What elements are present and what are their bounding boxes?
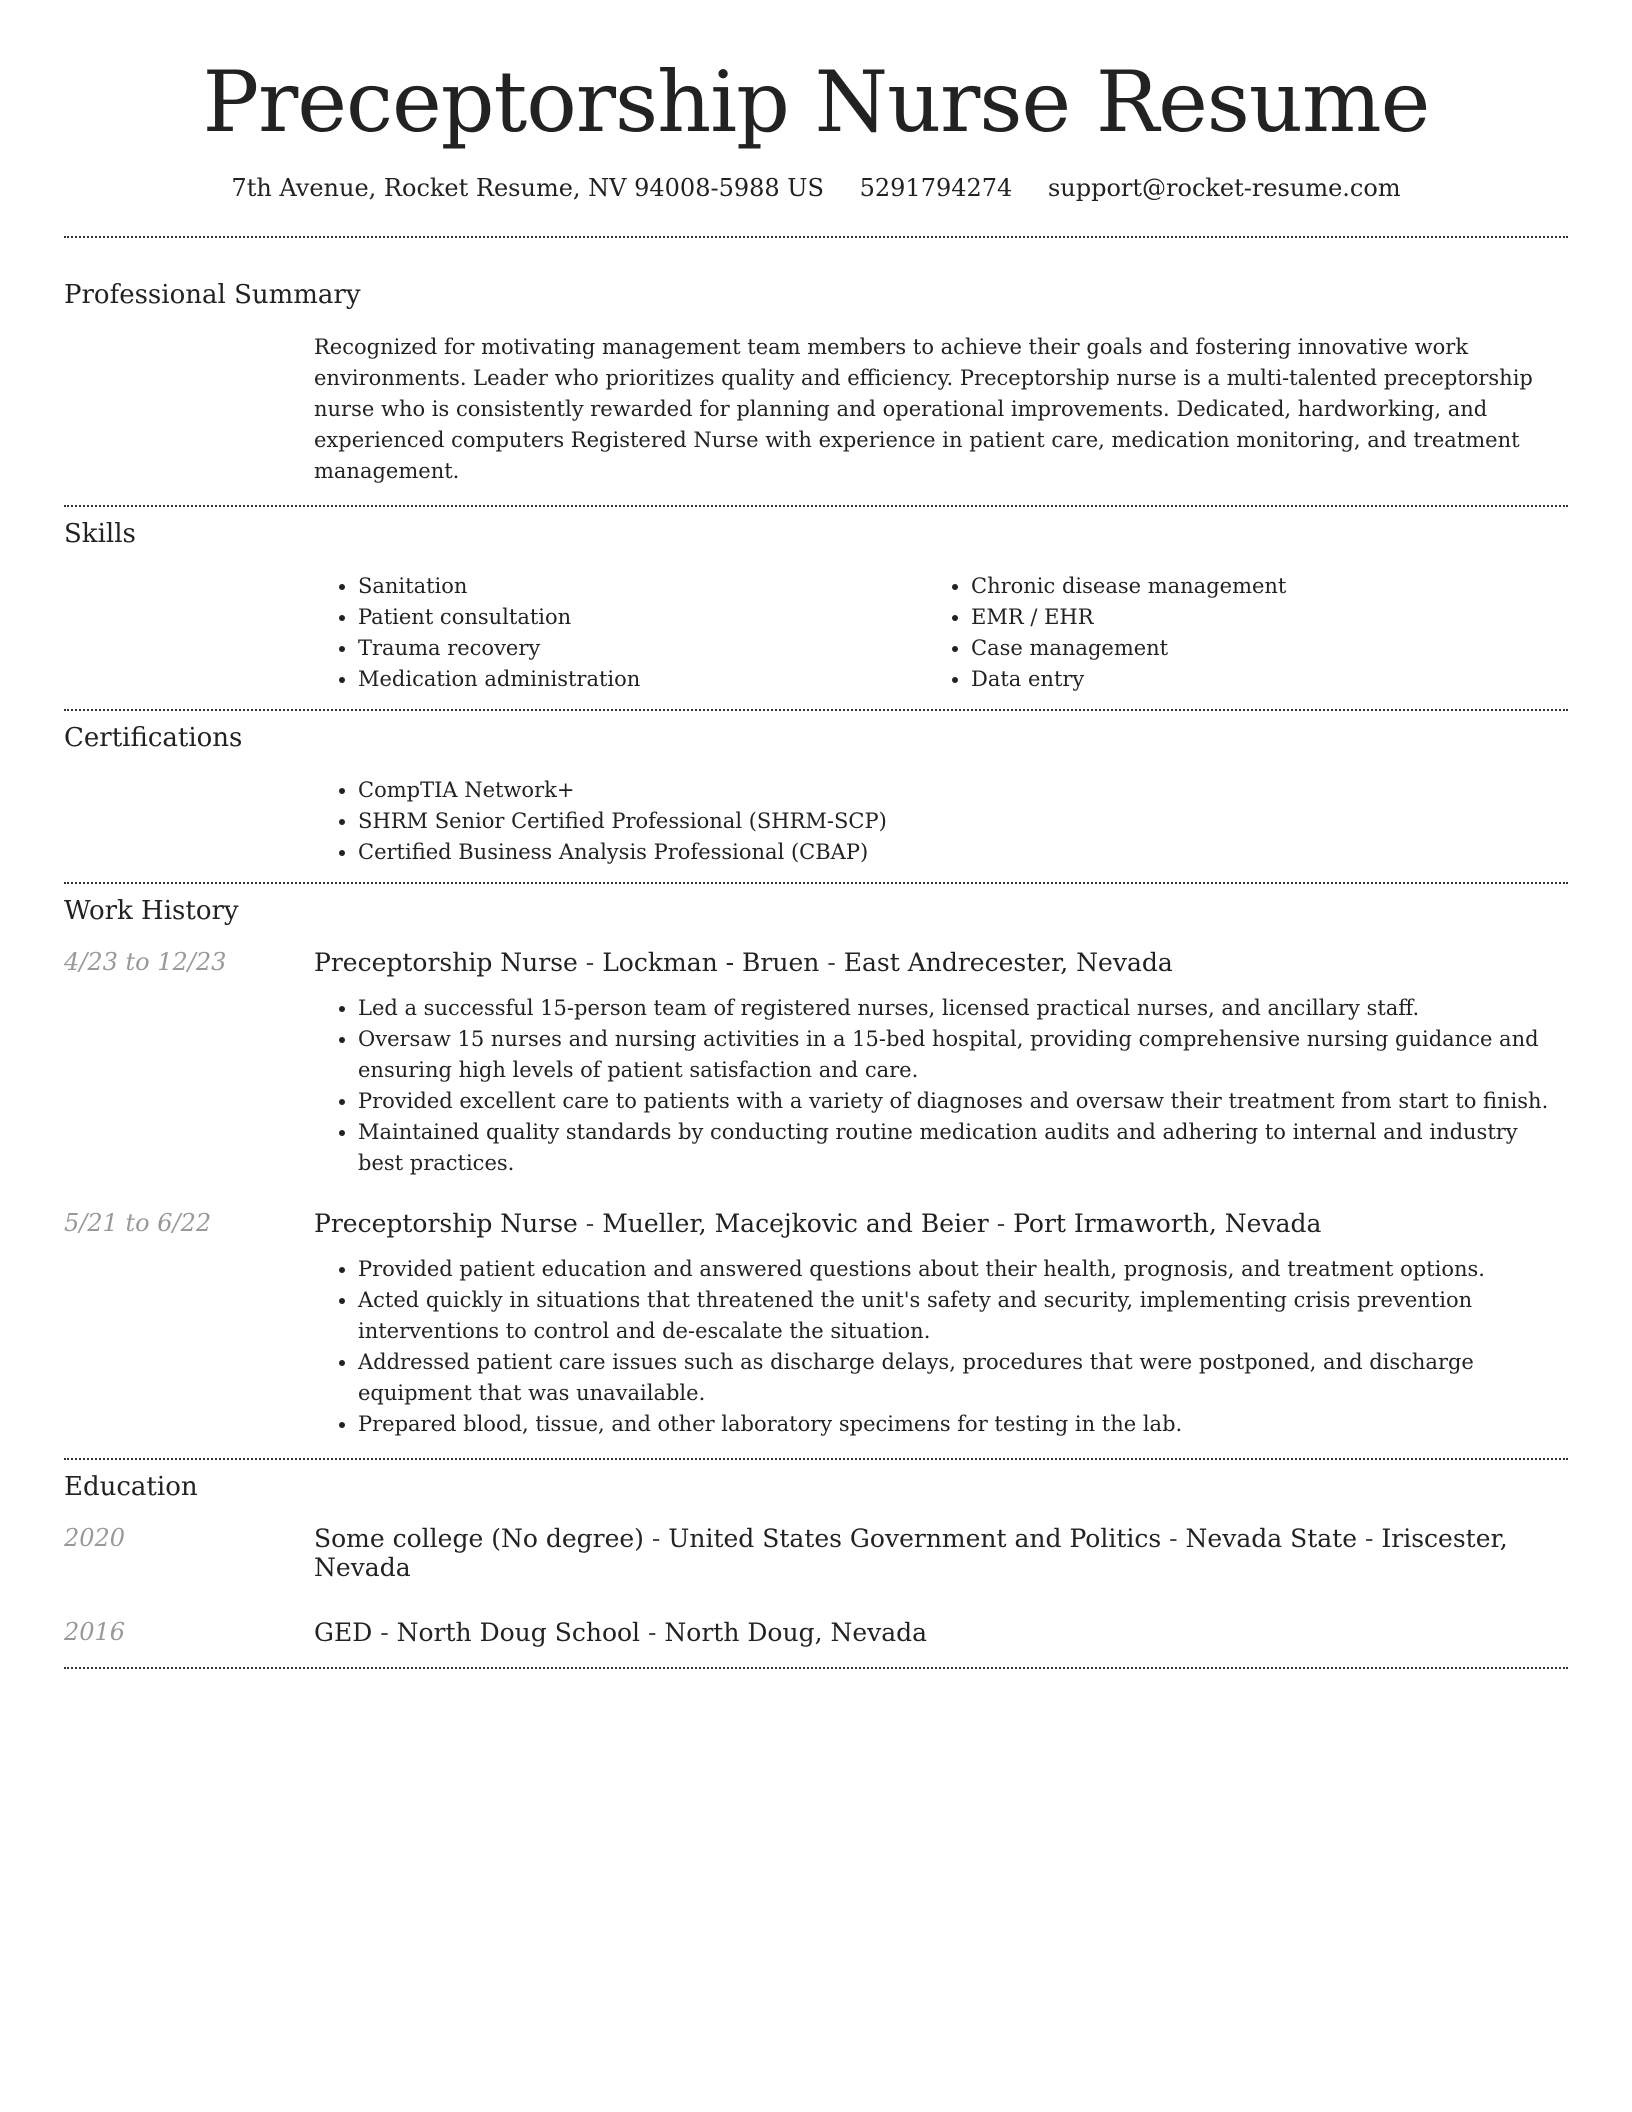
job-bullets — [314, 1254, 1568, 1440]
summary-row — [64, 332, 1568, 487]
certifications-heading: Certifications — [64, 723, 243, 753]
education-location: Iriscester, Nevada — [314, 1524, 1508, 1582]
summary-heading: Professional Summary — [64, 280, 361, 310]
resume-name: Preceptorship Nurse Resume — [202, 53, 1430, 151]
job-location: Port Irmaworth, Nevada — [1013, 1209, 1322, 1238]
summary-text: Recognized for motivating management team members to achieve their goals and fostering innovative work environments. Leader who prioritizes quality and efficiency. Preceptorship nurse is a multi-talented preceptorship nurse who is consistently rewarded for planning and operational improvements. Dedicated, hardworking, and experienced computers Registered Nurse with experience in patient care, medication monitoring, and treatment management. — [314, 335, 1533, 483]
job-title-line: Preceptorship Nurse - Mueller, Macejkovic and Beier - Port Irmaworth, Nevada — [314, 1209, 1322, 1238]
education-heading: Education — [64, 1472, 198, 1502]
job-bullet: • Led a successful 15-person team of registered nurses, licensed practical nurses, and ancillary staff. — [358, 993, 1568, 1024]
job-bullets — [314, 993, 1568, 1179]
job-bullet: • Oversaw 15 nurses and nursing activities in a 15-bed hospital, providing comprehensive nursing guidance and ensuring high levels of patient satisfaction and care. — [358, 1024, 1568, 1086]
certification-item: • Certified Business Analysis Professional (CBAP) — [358, 837, 1568, 868]
skill-item: • Patient consultation — [358, 602, 927, 633]
contact-address: 7th Avenue, Rocket Resume, NV 94008-5988 US — [231, 174, 824, 202]
contact-line — [64, 174, 1568, 202]
education-field: United States Government and Politics — [668, 1524, 1162, 1553]
job-bullet: • Maintained quality standards by conducting routine medication audits and adhering to internal and industry best practices. — [358, 1117, 1568, 1179]
job-position: Preceptorship Nurse — [314, 1209, 578, 1238]
skill-item: • Data entry — [971, 664, 1286, 695]
education-school: Nevada State — [1185, 1524, 1358, 1553]
divider — [64, 882, 1568, 884]
job-bullet: • Provided excellent care to patients with a variety of diagnoses and oversaw their treatment from start to finish. — [358, 1086, 1568, 1117]
job-bullet: • Acted quickly in situations that threatened the unit's safety and security, implementing crisis prevention interventions to control and de-escalate the situation. — [358, 1285, 1568, 1347]
job-title-line: Preceptorship Nurse - Lockman - Bruen - East Andrecester, Nevada — [314, 948, 1173, 977]
certifications-list — [314, 775, 1568, 868]
education-degree: Some college (No degree) — [314, 1524, 644, 1553]
education-entry — [64, 1524, 1568, 1582]
education-entry — [64, 1618, 1568, 1647]
skill-item: • Chronic disease management — [971, 571, 1286, 602]
job-bullet: • Provided patient education and answered questions about their health, prognosis, and treatment options. — [358, 1254, 1568, 1285]
education-year: 2016 — [64, 1618, 126, 1646]
education-line: Some college (No degree) - United States Government and Politics - Nevada State - Iriscester, Nevada — [314, 1524, 1508, 1582]
job-dates: 4/23 to 12/23 — [64, 948, 227, 976]
education-degree: GED — [314, 1618, 373, 1647]
skill-item: • Case management — [971, 633, 1286, 664]
certification-item: • SHRM Senior Certified Professional (SHRM-SCP) — [358, 806, 1568, 837]
divider — [64, 236, 1568, 238]
education-location: North Doug, Nevada — [664, 1618, 928, 1647]
education-year: 2020 — [64, 1524, 126, 1552]
job-position: Preceptorship Nurse — [314, 948, 578, 977]
skills-row — [64, 571, 1568, 695]
skill-item: • Sanitation — [358, 571, 927, 602]
resume-page — [64, 0, 1568, 1669]
job-entry — [64, 1209, 1568, 1440]
job-bullet: • Prepared blood, tissue, and other laboratory specimens for testing in the lab. — [358, 1409, 1568, 1440]
contact-phone: 5291794274 — [859, 174, 1013, 202]
skill-item: • EMR / EHR — [971, 602, 1286, 633]
skill-item: • Medication administration — [358, 664, 927, 695]
job-company: Mueller, Macejkovic and Beier — [602, 1209, 989, 1238]
job-location: East Andrecester, Nevada — [843, 948, 1173, 977]
work-heading: Work History — [64, 896, 239, 926]
divider — [64, 505, 1568, 507]
skills-list-2 — [927, 571, 1286, 695]
education-line: GED - North Doug School - North Doug, Nevada — [314, 1618, 928, 1647]
divider — [64, 1667, 1568, 1669]
skills-list-1 — [314, 571, 927, 695]
divider — [64, 709, 1568, 711]
contact-email[interactable]: support@rocket-resume.com — [1047, 174, 1401, 202]
job-dates: 5/21 to 6/22 — [64, 1209, 212, 1237]
certification-item: • CompTIA Network+ — [358, 775, 1568, 806]
certifications-row — [64, 775, 1568, 868]
education-school: North Doug School — [396, 1618, 641, 1647]
divider — [64, 1458, 1568, 1460]
job-entry — [64, 948, 1568, 1179]
job-company: Lockman - Bruen — [602, 948, 820, 977]
skills-heading: Skills — [64, 519, 136, 549]
job-bullet: • Addressed patient care issues such as discharge delays, procedures that were postponed, and discharge equipment that was unavailable. — [358, 1347, 1568, 1409]
skill-item: • Trauma recovery — [358, 633, 927, 664]
